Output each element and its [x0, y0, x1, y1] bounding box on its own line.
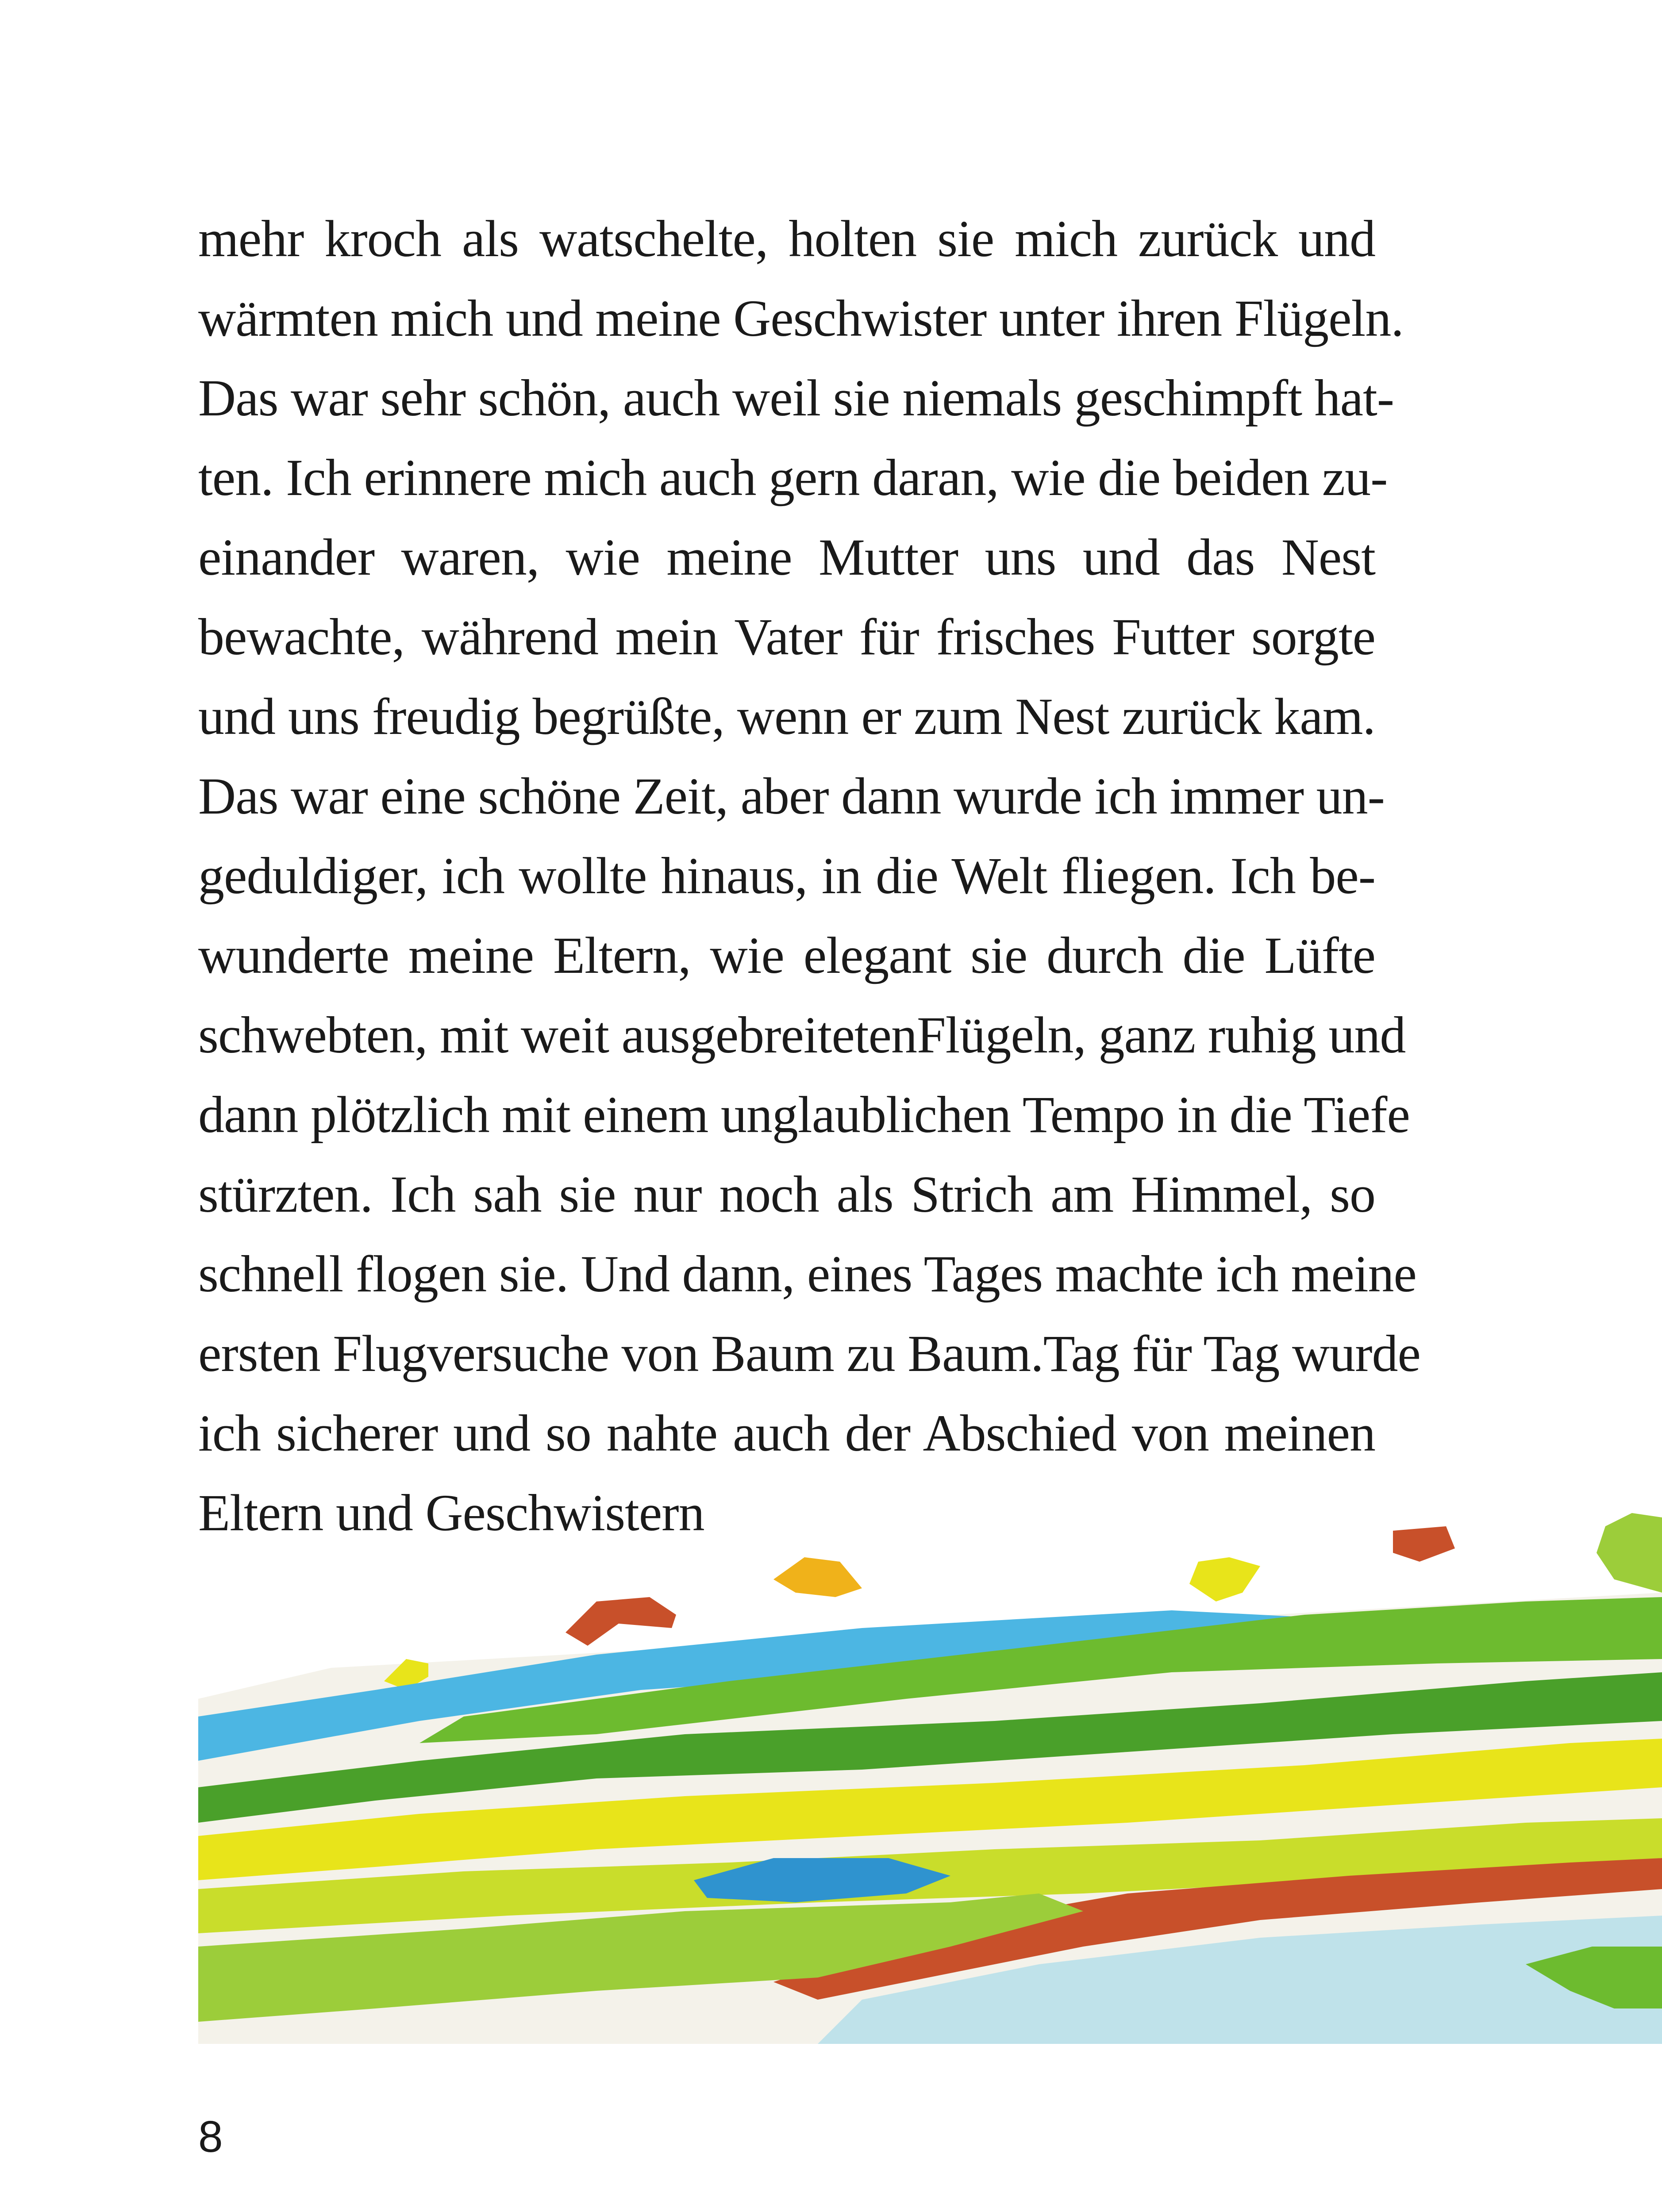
text-line: einander waren, wie meine Mutter uns und das Nest [198, 528, 1375, 586]
red-blob-left [566, 1597, 676, 1646]
text-line: ich sicherer und so nahte auch der Abschied von meinen [198, 1404, 1375, 1462]
text-line: Das war eine schöne Zeit, aber dann wurde ich immer un- [198, 767, 1385, 825]
body-text [198, 199, 1420, 1553]
text-line: Das war sehr schön, auch weil sie niemals geschimpft hat- [198, 369, 1394, 427]
text-line: schnell flogen sie. Und dann, eines Tages machte ich meine [198, 1245, 1416, 1303]
text-line: ten. Ich erinnere mich auch gern daran, wie die beiden zu- [198, 449, 1388, 507]
text-line: geduldiger, ich wollte hinaus, in die Welt fliegen. Ich be- [198, 847, 1375, 905]
red-blob-right [1393, 1526, 1455, 1562]
yellow-blob-right [1189, 1557, 1260, 1601]
torn-paper-landscape [198, 1513, 1662, 2044]
page-number: 8 [198, 2112, 223, 2162]
text-line: stürzten. Ich sah sie nur noch als Strich am Himmel, so [198, 1165, 1375, 1223]
text-line: bewachte, während mein Vater für frisches Futter sorgte [198, 608, 1375, 666]
orange-blob-top [773, 1557, 862, 1597]
landscape-illustration [198, 1513, 1662, 2044]
text-line: mehr kroch als watschelte, holten sie mich zurück und [198, 210, 1375, 268]
text-line: und uns freudig begrüßte, wenn er zum Nest zurück kam. [198, 687, 1375, 745]
text-line: ersten Flugversuche von Baum zu Baum.Tag für Tag wurde [198, 1325, 1420, 1382]
text-line: schwebten, mit weit ausgebreitetenFlügeln, ganz ruhig und [198, 1006, 1406, 1064]
text-line: wärmten mich und meine Geschwister unter ihren Flügeln. [198, 289, 1404, 347]
green-blob-top [1597, 1513, 1662, 1593]
text-line: dann plötzlich mit einem unglaublichen Tempo in die Tiefe [198, 1086, 1410, 1144]
text-line: wunderte meine Eltern, wie elegant sie durch die Lüfte [198, 926, 1375, 984]
text-line: Eltern und Geschwistern [198, 1484, 704, 1542]
